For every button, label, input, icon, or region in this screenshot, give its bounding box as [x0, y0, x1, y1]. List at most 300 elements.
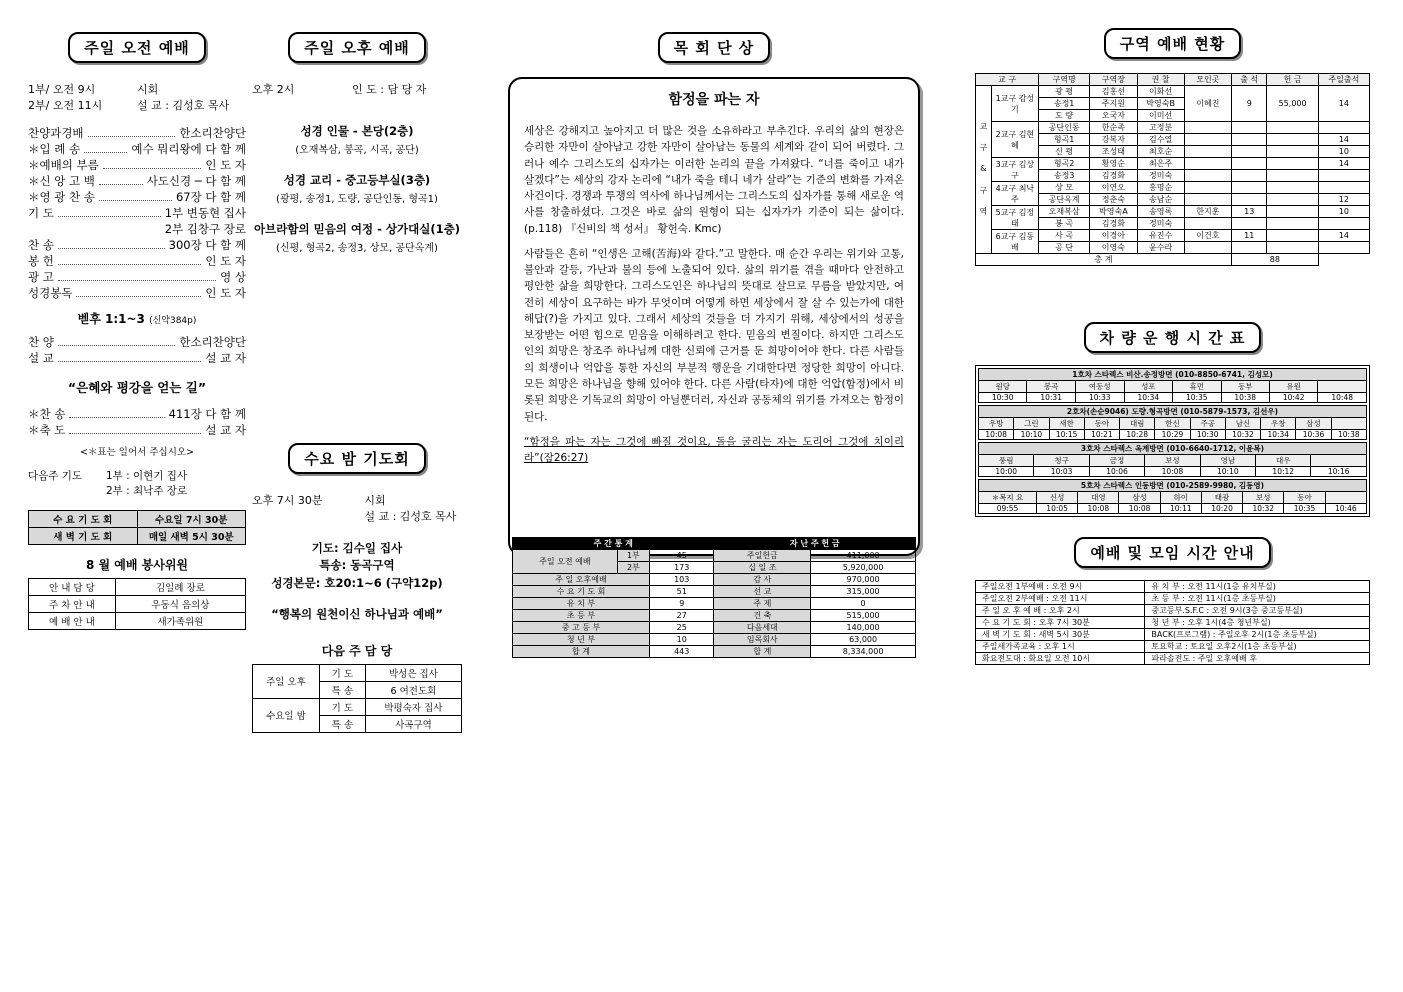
table-row — [976, 206, 1370, 218]
statistics-section — [512, 537, 916, 658]
bus-stop — [1331, 418, 1366, 430]
wednesday-offering-label: 시회 — [364, 494, 386, 507]
bus-stop — [1325, 492, 1366, 504]
district-leader: 오국자 — [1090, 110, 1137, 122]
bus-stop: 보성 — [1243, 492, 1284, 504]
district-gwon: 윤수라 — [1137, 242, 1184, 254]
bus-stop: 삼성 — [1119, 492, 1160, 504]
stat-total-value: 443 — [650, 646, 714, 658]
stat-value: 45 — [650, 550, 714, 562]
district-leader: 조성태 — [1090, 146, 1137, 158]
district-gwon: 최은주 — [1137, 158, 1184, 170]
next-week-prayer-2: 2부 : 최낙주 장로 — [106, 485, 188, 497]
district-att: 9 — [1232, 86, 1267, 122]
bus-stop: 한신 — [1155, 418, 1190, 430]
district-header-gwon: 권 찰 — [1137, 74, 1184, 86]
stat-sub: 1부 — [617, 550, 649, 562]
order-value: 한소리찬양단 — [179, 126, 246, 140]
district-leader: 김홍선 — [1090, 86, 1137, 98]
bus-stop: 보성 — [1145, 455, 1200, 467]
volunteer-title: 8 월 예배 봉사위원 — [85, 558, 189, 572]
schedule-right: 유 치 부 : 오전 11시(1층 유치부실) — [1145, 581, 1370, 593]
bus-time: 10:08 — [979, 430, 1014, 440]
offering-value: 515,000 — [811, 610, 916, 622]
order-value: 사도신경 ─ 다 함 께 — [146, 174, 246, 188]
order-label: 찬 송 — [28, 238, 54, 252]
volunteer-name: 새가족위원 — [115, 613, 245, 630]
bus-time: 10:12 — [1256, 467, 1311, 477]
wednesday-row-key: 성경본문 — [271, 575, 316, 590]
dot-leader — [58, 208, 161, 217]
district-name: 상 모 — [1039, 182, 1090, 194]
district-sunday: 14 — [1318, 86, 1369, 122]
table-row — [513, 574, 916, 586]
order-value: 67장 다 함 께 — [175, 190, 246, 204]
sunday-afternoon-section — [252, 32, 462, 254]
bus-stop: 청구 — [1034, 455, 1089, 467]
dot-leader — [103, 160, 202, 169]
district-offering — [1267, 134, 1318, 146]
bus-stop: 동부 — [1221, 381, 1269, 393]
bus-time: 09:55 — [979, 504, 1037, 514]
order-of-worship-3 — [28, 406, 246, 438]
prayer-meeting-time: 수요일 7시 30분 — [137, 511, 246, 528]
table-row — [253, 664, 462, 681]
afternoon-class-title: 성경 교리 - 중고등부실(3층) — [283, 173, 431, 187]
bus-stop: 삼성 — [1296, 418, 1331, 430]
district-gwon: 송영록 — [1137, 206, 1184, 218]
afternoon-class-groups: (광평, 송정1, 도량, 공단인동, 형곡1) — [276, 194, 438, 205]
district-att — [1232, 146, 1267, 158]
schedule-right: 청 년 부 : 오후 1시(4층 청년부실) — [1145, 617, 1370, 629]
order-label: 기 도 — [28, 206, 54, 220]
district-place: 한지훈 — [1184, 206, 1231, 218]
next-week-duty-table — [252, 664, 462, 733]
district-leader: 황영순 — [1090, 158, 1137, 170]
dot-leader — [69, 409, 164, 418]
order-value: 2부 김창구 장로 — [164, 222, 246, 236]
wednesday-title: 수요 밤 기도회 — [288, 443, 425, 474]
duty-person: 사곡구역 — [365, 715, 461, 732]
district-name: 공단옥계 — [1039, 194, 1090, 206]
bus-stop: 신성 — [1037, 492, 1078, 504]
offering-label: 주일헌금 — [714, 550, 811, 562]
district-att — [1232, 170, 1267, 182]
district-place — [1184, 146, 1231, 158]
district-gwon: 정미숙 — [1137, 170, 1184, 182]
table-row — [976, 641, 1370, 653]
bus-route-3 — [978, 442, 1367, 477]
bus-time: 10:32 — [1225, 430, 1260, 440]
order-value: 1부 변동현 집사 — [164, 206, 246, 220]
bus-stop: 주공 — [1190, 418, 1225, 430]
district-offering — [1267, 230, 1318, 242]
stat-label: 초 등 부 — [513, 610, 650, 622]
district-gu: 6교구 김동배 — [991, 230, 1038, 254]
order-value: 한소리찬양단 — [179, 335, 246, 349]
wednesday-theme: “행복의 원천이신 하나님과 예배” — [271, 606, 443, 621]
schedule-right: BACK(프로그램) : 주일오후 2시(1층 초등부실) — [1145, 629, 1370, 641]
table-row — [253, 698, 462, 715]
district-offering — [1267, 194, 1318, 206]
bus-time: 10:06 — [1089, 467, 1144, 477]
district-sunday: 14 — [1318, 230, 1369, 242]
dot-leader — [84, 144, 127, 153]
district-place — [1184, 170, 1231, 182]
district-sunday: 12 — [1318, 194, 1369, 206]
bus-stop: 우방 — [979, 418, 1014, 430]
wednesday-preacher: 설 교 : 김성호 목사 — [364, 510, 457, 523]
schedule-left: 수 요 기 도 회 : 오후 7시 30분 — [976, 617, 1145, 629]
bus-time: 10:16 — [1311, 467, 1367, 477]
district-att — [1232, 182, 1267, 194]
table-row — [29, 511, 246, 528]
schedule-table — [975, 580, 1370, 665]
bus-time: 10:10 — [1014, 430, 1049, 440]
afternoon-time: 오후 2시 — [252, 83, 295, 96]
afternoon-class-title: 성경 인물 - 본당(2층) — [300, 124, 414, 138]
district-leader: 이연오 — [1090, 182, 1137, 194]
afternoon-class-groups: (오재복삼, 봉곡, 시곡, 공단) — [295, 145, 419, 156]
volunteer-role: 안 내 담 당 — [29, 579, 116, 596]
stat-value: 9 — [650, 598, 714, 610]
bus-time: 10:42 — [1269, 393, 1317, 403]
district-name: 사 곡 — [1039, 230, 1090, 242]
volunteer-role: 예 배 안 내 — [29, 613, 116, 630]
district-name: 공 단 — [1039, 242, 1090, 254]
bus-time: 10:35 — [1284, 504, 1325, 514]
district-gu: 1교구 감성기 — [991, 86, 1038, 122]
offering-label: 감 사 — [714, 574, 811, 586]
district-header-att: 출 석 — [1232, 74, 1267, 86]
bus-time: 10:03 — [1034, 467, 1089, 477]
scripture-reference: 벧후 1:1~3 — [77, 312, 145, 326]
order-label: ＊신 앙 고 백 — [28, 174, 95, 188]
district-header-place: 모인곳 — [1184, 74, 1231, 86]
table-row — [513, 622, 916, 634]
district-leader: 이경아 — [1090, 230, 1137, 242]
devotional-section — [508, 32, 920, 556]
bus-time: 10:36 — [1296, 430, 1331, 440]
district-att — [1232, 218, 1267, 230]
offering-label: 십 일 조 — [714, 562, 811, 574]
bus-stop-first: ＊복지 요 — [979, 492, 1037, 504]
schedule-left: 화요전도대 : 화요일 오전 10시 — [976, 653, 1145, 665]
table-row — [979, 406, 1367, 418]
bus-route-caption: 2호차(손순9046) 도량.형곡방면 (010-5879-1573, 김선우) — [979, 406, 1367, 418]
dot-leader — [99, 192, 172, 201]
schedule-left: 새 벽 기 도 회 : 새벽 5시 30분 — [976, 629, 1145, 641]
bus-route-caption: 3호차 스타렉스 옥계방면 (010-6640-1712, 이윤복) — [979, 443, 1367, 455]
bus-time: 10:10 — [1200, 467, 1255, 477]
bus-stop: 새한 — [1049, 418, 1084, 430]
afternoon-class-title: 아브라함의 믿음의 여정 - 상가대실(1층) — [254, 222, 460, 236]
district-header-sunday: 주일출석 — [1318, 74, 1369, 86]
duty-when: 수요일 밤 — [253, 698, 320, 732]
district-name: 형곡1 — [1039, 134, 1090, 146]
bus-route-2 — [978, 405, 1367, 440]
bus-time: 10:15 — [1049, 430, 1084, 440]
table-header-row — [976, 74, 1370, 86]
bus-time: 10:21 — [1084, 430, 1119, 440]
next-week-prayer-label: 다음주 기도 — [28, 470, 83, 482]
offering-label: 임목회사 — [714, 634, 811, 646]
table-row — [976, 230, 1370, 242]
bus-stop: 휴먼 — [1173, 381, 1221, 393]
district-place: 이혜진 — [1184, 86, 1231, 122]
district-gwon: 홍명순 — [1137, 182, 1184, 194]
district-gwon: 김수열 — [1137, 134, 1184, 146]
stat-value: 10 — [650, 634, 714, 646]
wednesday-section — [252, 443, 462, 733]
offering-value: 140,000 — [811, 622, 916, 634]
statistics-table — [512, 537, 916, 658]
duty-person: 박평숙자 집사 — [365, 698, 461, 715]
sermon-title: “은혜와 평강을 얻는 길” — [67, 380, 207, 395]
district-title: 구역 예배 현황 — [1104, 28, 1241, 59]
bus-time: 10:32 — [1243, 504, 1284, 514]
district-offering: 55,000 — [1267, 86, 1318, 122]
district-att — [1232, 134, 1267, 146]
offering-total-value: 8,334,000 — [811, 646, 916, 658]
dot-leader — [88, 128, 176, 137]
bus-stop: 남신 — [1225, 418, 1260, 430]
schedule-left: 주 일 오 후 예 배 : 오후 2시 — [976, 605, 1145, 617]
prayer-meeting-label: 새 벽 기 도 회 — [29, 528, 138, 545]
table-row — [979, 480, 1367, 492]
table-row — [29, 613, 246, 630]
duty-person: 6 여전도회 — [365, 681, 461, 698]
dot-leader — [58, 256, 201, 265]
dot-leader — [58, 240, 165, 249]
bus-stop: 유원 — [1269, 381, 1317, 393]
district-gwon: 유진수 — [1137, 230, 1184, 242]
table-row — [976, 86, 1370, 98]
table-row — [513, 538, 916, 550]
bus-time: 10:31 — [1027, 393, 1075, 403]
table-row — [976, 122, 1370, 134]
table-row — [513, 634, 916, 646]
district-sunday: 14 — [1318, 134, 1369, 146]
order-value: 영 상 — [220, 270, 246, 284]
district-sunday: 14 — [1318, 158, 1369, 170]
offering-value: 0 — [811, 598, 916, 610]
district-section — [975, 28, 1370, 266]
sunday-afternoon-title: 주일 오후 예배 — [288, 32, 425, 63]
district-place — [1184, 134, 1231, 146]
duty-person: 박성은 집사 — [365, 664, 461, 681]
bus-time: 10:33 — [1075, 393, 1124, 403]
table-row — [979, 430, 1367, 440]
volunteer-name: 김일례 장로 — [115, 579, 245, 596]
district-place — [1184, 242, 1231, 254]
district-total-value: 88 — [1232, 254, 1319, 266]
bus-stop: 여동성 — [1075, 381, 1124, 393]
district-header-offering: 헌 금 — [1267, 74, 1318, 86]
order-value: 예수 뭐리왕에 다 함 께 — [131, 142, 246, 156]
afternoon-class-groups: (신평, 형곡2, 송정3, 상모, 공단옥계) — [276, 243, 438, 254]
district-name: 송정3 — [1039, 170, 1090, 182]
bus-stop: 대우 — [1256, 455, 1311, 467]
bus-stop: 금정 — [1089, 455, 1144, 467]
table-row — [979, 443, 1367, 455]
table-row — [513, 610, 916, 622]
table-row — [976, 593, 1370, 605]
table-row — [976, 617, 1370, 629]
table-row — [979, 393, 1367, 403]
dot-leader — [58, 353, 201, 362]
stat-value: 27 — [650, 610, 714, 622]
district-offering — [1267, 170, 1318, 182]
next-week-duty-title: 다음 주 담 당 — [321, 643, 393, 658]
offering-value: 315,000 — [811, 586, 916, 598]
weekly-stats-title: 주 간 통 계 — [513, 538, 714, 550]
order-value: 인 도 자 — [205, 254, 246, 268]
table-row — [29, 579, 246, 596]
offering-label: 선 교 — [714, 586, 811, 598]
bus-time: 10:30 — [1190, 430, 1225, 440]
schedule-right: 중고등부.S.F.C : 오전 9시(3층 중고등부실) — [1145, 605, 1370, 617]
district-leader: 강복자 — [1090, 134, 1137, 146]
order-value: 설 교 자 — [205, 351, 246, 365]
duty-kind: 특 송 — [319, 715, 365, 732]
bus-stop: 그린 — [1014, 418, 1049, 430]
bus-stop: 동아 — [1284, 492, 1325, 504]
district-sunday — [1318, 122, 1369, 134]
order-of-worship-2 — [28, 334, 246, 366]
volunteer-role: 주 차 안 내 — [29, 596, 116, 613]
district-leader: 김경화 — [1090, 218, 1137, 230]
bus-stop: 대영 — [1078, 492, 1119, 504]
order-value: 411장 다 함 께 — [168, 407, 246, 421]
afternoon-leader: 인 도 : 담 당 자 — [352, 83, 427, 96]
district-gwon: 송남순 — [1137, 194, 1184, 206]
prayer-meeting-label: 수 요 기 도 회 — [29, 511, 138, 528]
stat-label: 청 년 부 — [513, 634, 650, 646]
order-label: ＊입 례 송 — [28, 142, 81, 156]
district-name: 송정1 — [1039, 98, 1090, 110]
duty-when: 주일 오후 — [253, 664, 320, 698]
bus-time: 10:34 — [1124, 393, 1172, 403]
dot-leader — [58, 272, 216, 281]
bus-stop: 봉곡 — [1027, 381, 1075, 393]
district-offering — [1267, 146, 1318, 158]
offering-label: 시회 — [137, 83, 159, 96]
schedule-right: 토요학교 : 토요일 오후2시(1층 초등부실) — [1145, 641, 1370, 653]
schedule-left: 주일새가족교육 : 오후 1시 — [976, 641, 1145, 653]
district-gwon: 이미선 — [1137, 110, 1184, 122]
table-row — [979, 381, 1367, 393]
table-row — [976, 653, 1370, 665]
district-leader: 김경화 — [1090, 170, 1137, 182]
bus-time: 10:08 — [1119, 504, 1160, 514]
district-att — [1232, 158, 1267, 170]
order-label: ＊영 광 찬 송 — [28, 190, 95, 204]
bus-time: 10:28 — [1120, 430, 1155, 440]
bus-time: 10:11 — [1160, 504, 1201, 514]
bus-route-caption: 5호차 스타렉스 인동방면 (010-2589-9980, 김동영) — [979, 480, 1367, 492]
dot-leader — [69, 425, 201, 434]
order-of-worship-1 — [28, 125, 246, 301]
district-sunday — [1318, 218, 1369, 230]
devotional-title: 목 회 단 상 — [658, 32, 771, 63]
table-row — [513, 586, 916, 598]
bus-time: 10:05 — [1037, 504, 1078, 514]
bus-time: 10:08 — [1145, 467, 1200, 477]
order-value: 인 도 자 — [205, 158, 246, 172]
bus-route-5 — [978, 479, 1367, 514]
district-name: 오재복삼 — [1039, 206, 1090, 218]
district-att — [1232, 194, 1267, 206]
duty-kind: 기 도 — [319, 664, 365, 681]
district-table — [975, 73, 1370, 266]
district-sunday — [1318, 170, 1369, 182]
standing-note: <＊표는 일어서 주십시오> — [79, 447, 195, 458]
stat-total-label: 합 계 — [513, 646, 650, 658]
order-label: ＊찬 송 — [28, 407, 66, 421]
district-leader: 박영숙A — [1090, 206, 1137, 218]
table-row — [979, 492, 1367, 504]
district-sunday: 10 — [1318, 146, 1369, 158]
table-row — [976, 158, 1370, 170]
order-value: 인 도 자 — [205, 286, 246, 300]
bus-time: 10:00 — [979, 467, 1034, 477]
schedule-left: 주일오전 2부예배 : 오전 11시 — [976, 593, 1145, 605]
district-place — [1184, 158, 1231, 170]
district-header-leader: 구역장 — [1090, 74, 1137, 86]
stat-label: 중 고 등 부 — [513, 622, 650, 634]
order-label: 찬양과경배 — [28, 126, 84, 140]
bus-stop: 영남 — [1200, 455, 1255, 467]
devotional-paragraph: 사람들은 흔히 “인생은 고해(苦海)와 같다.”고 말한다. 매 순간 우리는 위기와 고통, 불안과 갈등, 가난과 불의 등에 노출되어 있다. 삶의 위기를 겪을 때마다 안전하고 평안한 삶을 희망한다. 그리스도인은 하나님의 뜻대로 살므로 무름을 받았지만, 여전히 세상이 요구하는 바가 무엇이며 어떻게 하면 세상에서 잘 살 수 있는가에 대한 해답(?)을 가지고 있다. 그래서 세상의 것들을 더 가지기 위해, 세상에서의 성공을 보장받는 어떤 힘으로 믿음을 이해하려고 한다. 믿음의 변질이다. 하지만 그리스도인의 희망은 창조주 하나님께 대한 신뢰에 근거를 둔 희망이어야 한다. 다른 사람들의 희생이나 억압을 통한 자신의 부분적 행운을 기대한다면 정당한 희망이 아니다. 모든 희망은 하나님을 향해 있어야 한다. 다른 사람(타자)에 대한 억압(함정)에서 비롯된 희망은 기독교의 희망이 아닐뿐더러, 자신과 공동체의 위기를 가져오는 함정이 된다. — [524, 247, 904, 423]
district-leader: 주지원 — [1090, 98, 1137, 110]
district-offering — [1267, 242, 1318, 254]
bus-stop: 풍림 — [979, 455, 1034, 467]
sunday-morning-title: 주일 오전 예배 — [68, 32, 205, 63]
bus-time: 10:38 — [1331, 430, 1366, 440]
wednesday-scripture: 성경본문: 호20:1~6 (구약12p) — [271, 575, 443, 590]
district-offering — [1267, 206, 1318, 218]
bus-stop: 대림 — [1120, 418, 1155, 430]
district-place — [1184, 194, 1231, 206]
district-header-name: 구역명 — [1039, 74, 1090, 86]
district-sunday — [1318, 242, 1369, 254]
offering-value: 411,000 — [811, 550, 916, 562]
district-name: 신 평 — [1039, 146, 1090, 158]
district-sunday: 10 — [1318, 206, 1369, 218]
wednesday-row-key: 기도 — [311, 541, 335, 555]
schedule-title: 예배 및 모임 시간 안내 — [1074, 537, 1270, 568]
order-label: 찬 양 — [28, 335, 54, 349]
district-gu: 2교구 김현혜 — [991, 122, 1038, 158]
bus-stop: 원당 — [979, 381, 1027, 393]
wednesday-special-song: 특송: 동곡구역 — [319, 558, 395, 573]
duty-kind: 특 송 — [319, 681, 365, 698]
table-row — [513, 550, 916, 562]
bus-stop: 성포 — [1124, 381, 1172, 393]
district-leader: 정춘숙 — [1090, 194, 1137, 206]
dot-leader — [58, 337, 175, 346]
table-row — [979, 467, 1367, 477]
district-gwon: 이화선 — [1137, 86, 1184, 98]
offering-total-label: 합 계 — [714, 646, 811, 658]
order-label: ＊축 도 — [28, 423, 66, 437]
district-place — [1184, 122, 1231, 134]
district-gwon: 고정분 — [1137, 122, 1184, 134]
stat-value: 173 — [650, 562, 714, 574]
volunteer-name: 우동식 음의상 — [115, 596, 245, 613]
wednesday-row-value: 동곡구역 — [350, 558, 395, 573]
